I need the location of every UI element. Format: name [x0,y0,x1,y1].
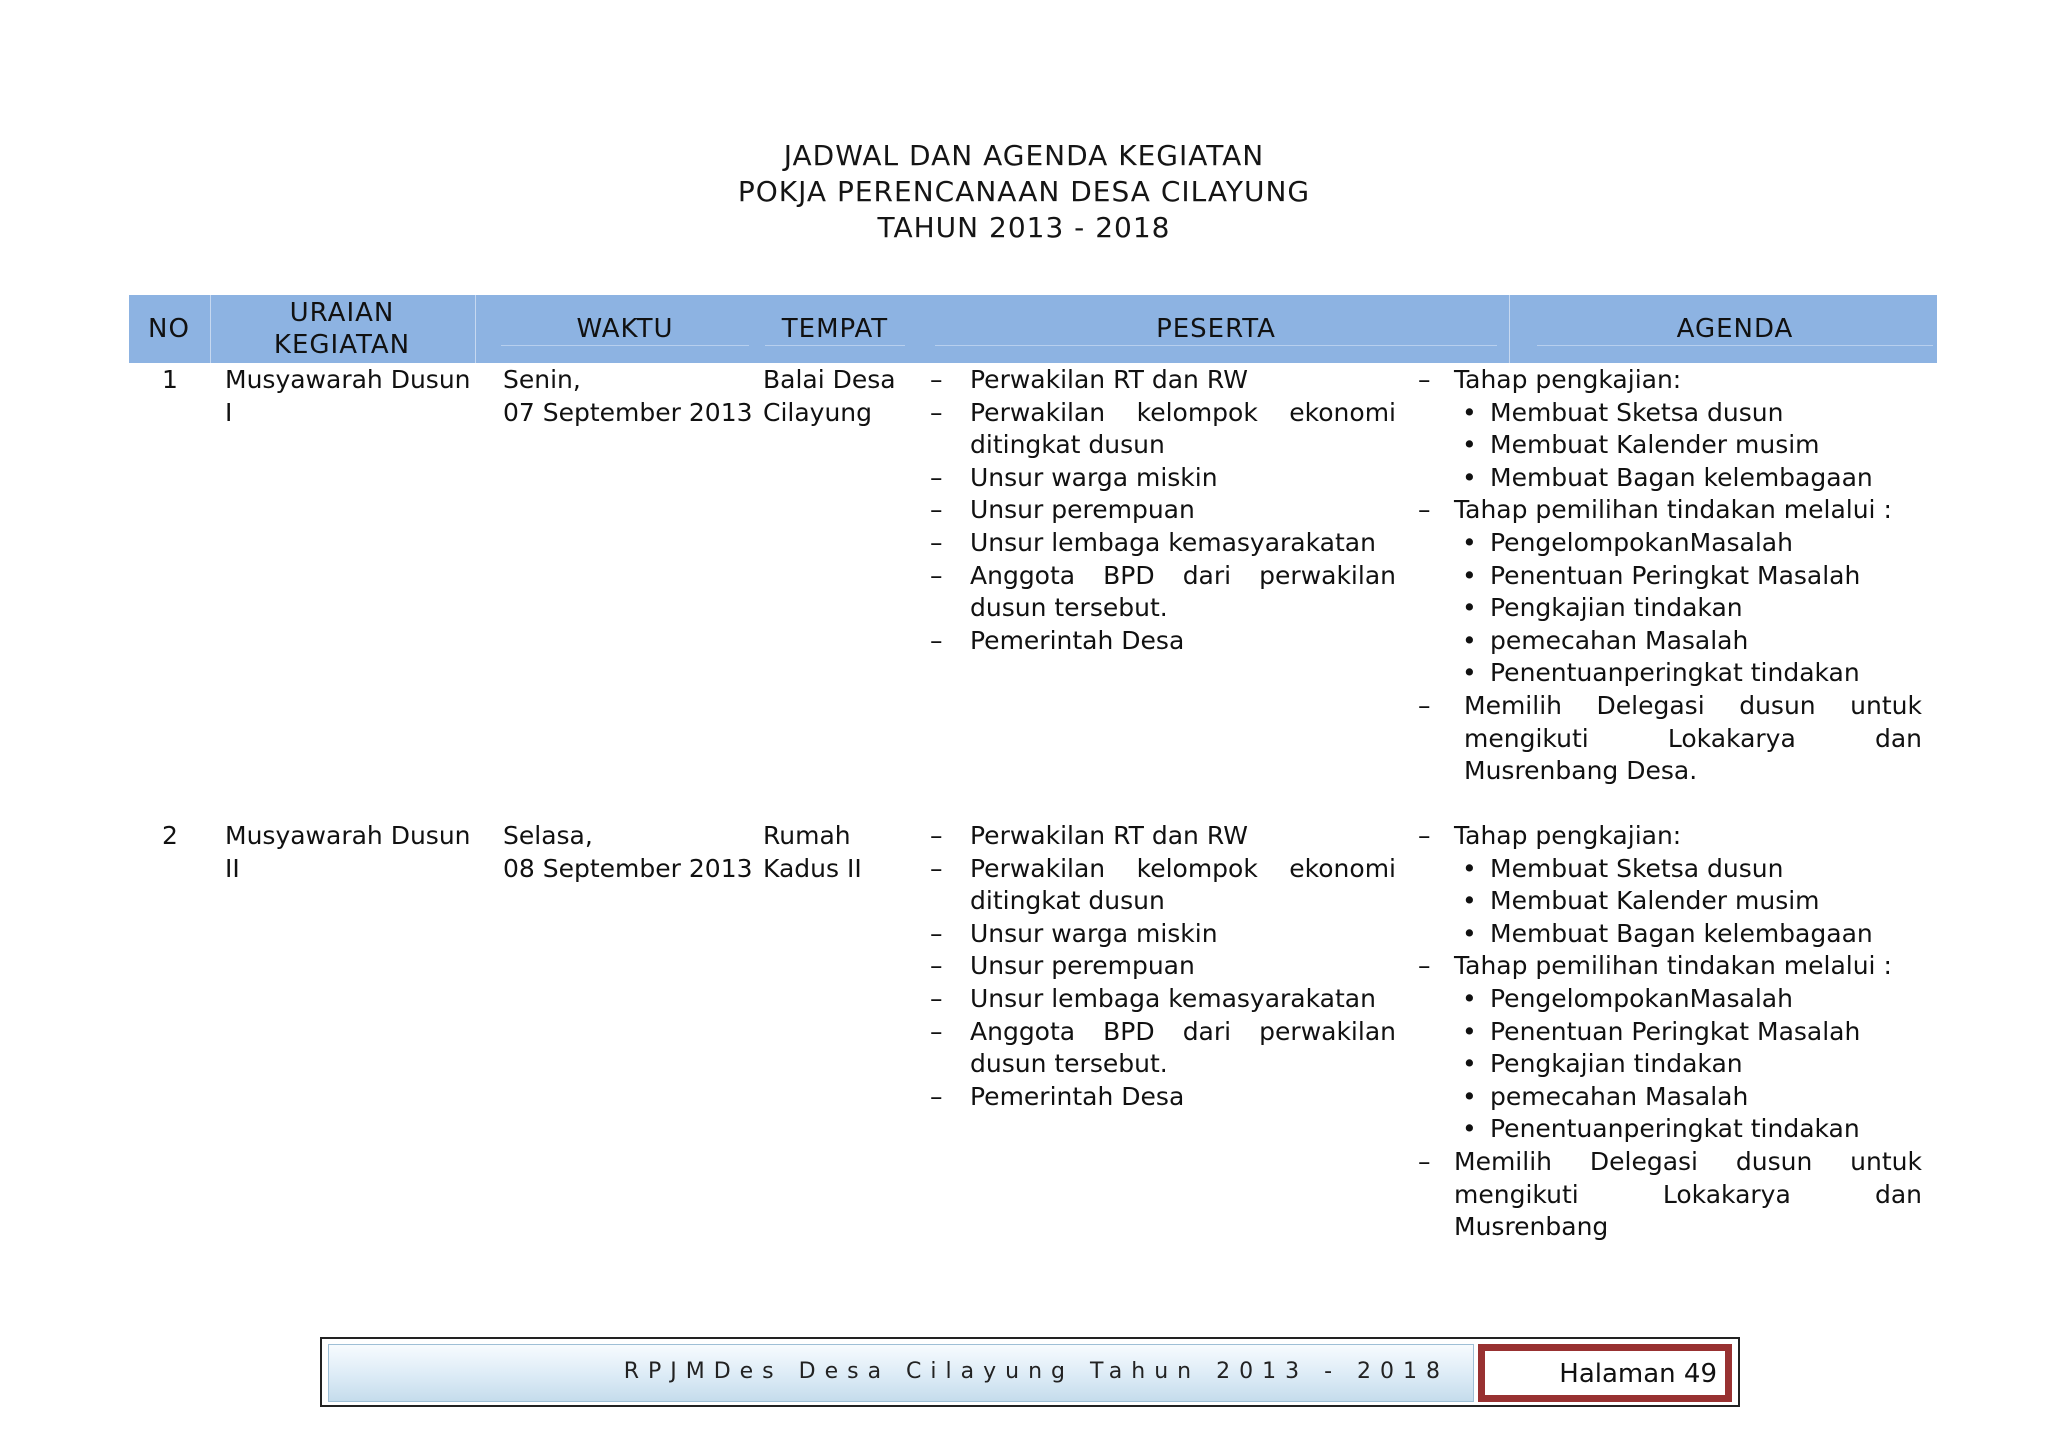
list-item: – Perwakilan RT dan RW [930,821,1248,850]
row-waktu: Selasa, 08 September 2013 [503,821,753,883]
list-item: • Penentuanperingkat tindakan [1462,1114,1860,1144]
list-item: – Perwakilan RT dan RW [930,365,1248,394]
title-line-1: JADWAL DAN AGENDA KEGIATAN [783,139,1265,172]
list-item: – Pemerintah Desa [930,625,1185,655]
list-item: – Tahap pengkajian: • Membuat Sketsa dusun • Membuat Kalender musim • Membuat Bagan kelembagaan [1418,820,1922,950]
footer-banner [328,1344,1474,1402]
row-tempat: Balai Desa Cilayung [763,365,896,427]
list-item: • Penentuan Peringkat Masalah [1462,560,1861,590]
header-no: NO [148,314,190,344]
document-title [0,138,2048,246]
page-number: Halaman 49 [1559,1359,1717,1389]
list-item: • pemecahan Masalah [1462,1081,1749,1111]
header-tempat: TEMPAT [765,295,905,363]
row-peserta-list [930,820,1396,1113]
title-line-3: TAHUN 2013 - 2018 [877,211,1171,244]
list-item: • Membuat Kalender musim [1462,430,1820,460]
list-item: • Membuat Bagan kelembagaan [1462,918,1873,948]
footer-text: RPJMDes Desa Cilayung Tahun 2013 - 2018 [623,1359,1449,1384]
table-header [129,295,1937,363]
list-item: – Tahap pengkajian: • Membuat Sketsa dusun • Membuat Kalender musim • Membuat Bagan kelembagaan [1418,364,1922,494]
header-uraian-line1: URAIAN [289,298,395,328]
list-item: – Memilih Delegasi dusun untuk mengikuti Lokakarya dan Musrenbang [1418,1146,1922,1242]
list-item: • PengelompokanMasalah [1462,983,1793,1013]
list-item: • Membuat Kalender musim [1462,886,1820,916]
list-item: – Anggota BPD dari perwakilan dusun tersebut. [930,1016,1396,1079]
list-item: – Unsur warga miskin [930,462,1218,492]
header-uraian [211,295,473,363]
list-item: • Membuat Sketsa dusun [1462,853,1784,883]
list-item: – Tahap pemilihan tindakan melalui : • PengelompokanMasalah • Penentuan Peringkat Masalah • Pengkajian tindakan • pemecahan Masalah • Penentuanperingkat tindakan [1418,494,1922,690]
list-item: – Unsur lembaga kemasyarakatan [930,527,1376,557]
row-number: 2 [162,821,178,850]
list-item: – Memilih Delegasi dusun untuk mengikuti Lokakarya dan Musrenbang Desa. [1418,690,1922,786]
list-item: – Tahap pemilihan tindakan melalui : • PengelompokanMasalah • Penentuan Peringkat Masalah • Pengkajian tindakan • pemecahan Masalah • Penentuanperingkat tindakan [1418,950,1922,1146]
header-divider [475,295,476,363]
page-footer [320,1337,1740,1407]
row-tempat: Rumah Kadus II [763,821,862,883]
list-item: – Unsur warga miskin [930,918,1218,948]
list-item: • Pengkajian tindakan [1462,593,1743,623]
list-item: • PengelompokanMasalah [1462,527,1793,557]
list-item: – Anggota BPD dari perwakilan dusun tersebut. [930,560,1396,623]
list-item: – Perwakilan kelompok ekonomi ditingkat dusun [930,397,1396,460]
list-item: • pemecahan Masalah [1462,625,1749,655]
row-uraian: Musyawarah Dusun II [225,821,471,883]
header-uraian-line2: KEGIATAN [273,330,411,360]
list-item: • Penentuanperingkat tindakan [1462,658,1860,688]
row-number: 1 [162,365,178,394]
header-divider [1509,295,1510,363]
row-agenda-list [1418,364,1922,788]
list-item: • Membuat Bagan kelembagaan [1462,462,1873,492]
list-item: – Unsur perempuan [930,495,1195,525]
header-peserta: PESERTA [935,295,1497,363]
list-item: • Pengkajian tindakan [1462,1049,1743,1079]
list-item: – Perwakilan kelompok ekonomi ditingkat dusun [930,853,1396,916]
list-item: – Pemerintah Desa [930,1081,1185,1111]
list-item: – Unsur perempuan [930,951,1195,981]
list-item: – Unsur lembaga kemasyarakatan [930,983,1376,1013]
page-number-box [1478,1344,1732,1402]
row-agenda-list [1418,820,1922,1244]
row-waktu: Senin, 07 September 2013 [503,365,753,427]
header-agenda: AGENDA [1537,295,1933,363]
row-uraian: Musyawarah Dusun I [225,365,471,427]
row-peserta-list [930,364,1396,657]
title-line-2: POKJA PERENCANAAN DESA CILAYUNG [737,175,1311,208]
list-item: • Penentuan Peringkat Masalah [1462,1016,1861,1046]
list-item: • Membuat Sketsa dusun [1462,397,1784,427]
header-waktu: WAKTU [501,295,749,363]
